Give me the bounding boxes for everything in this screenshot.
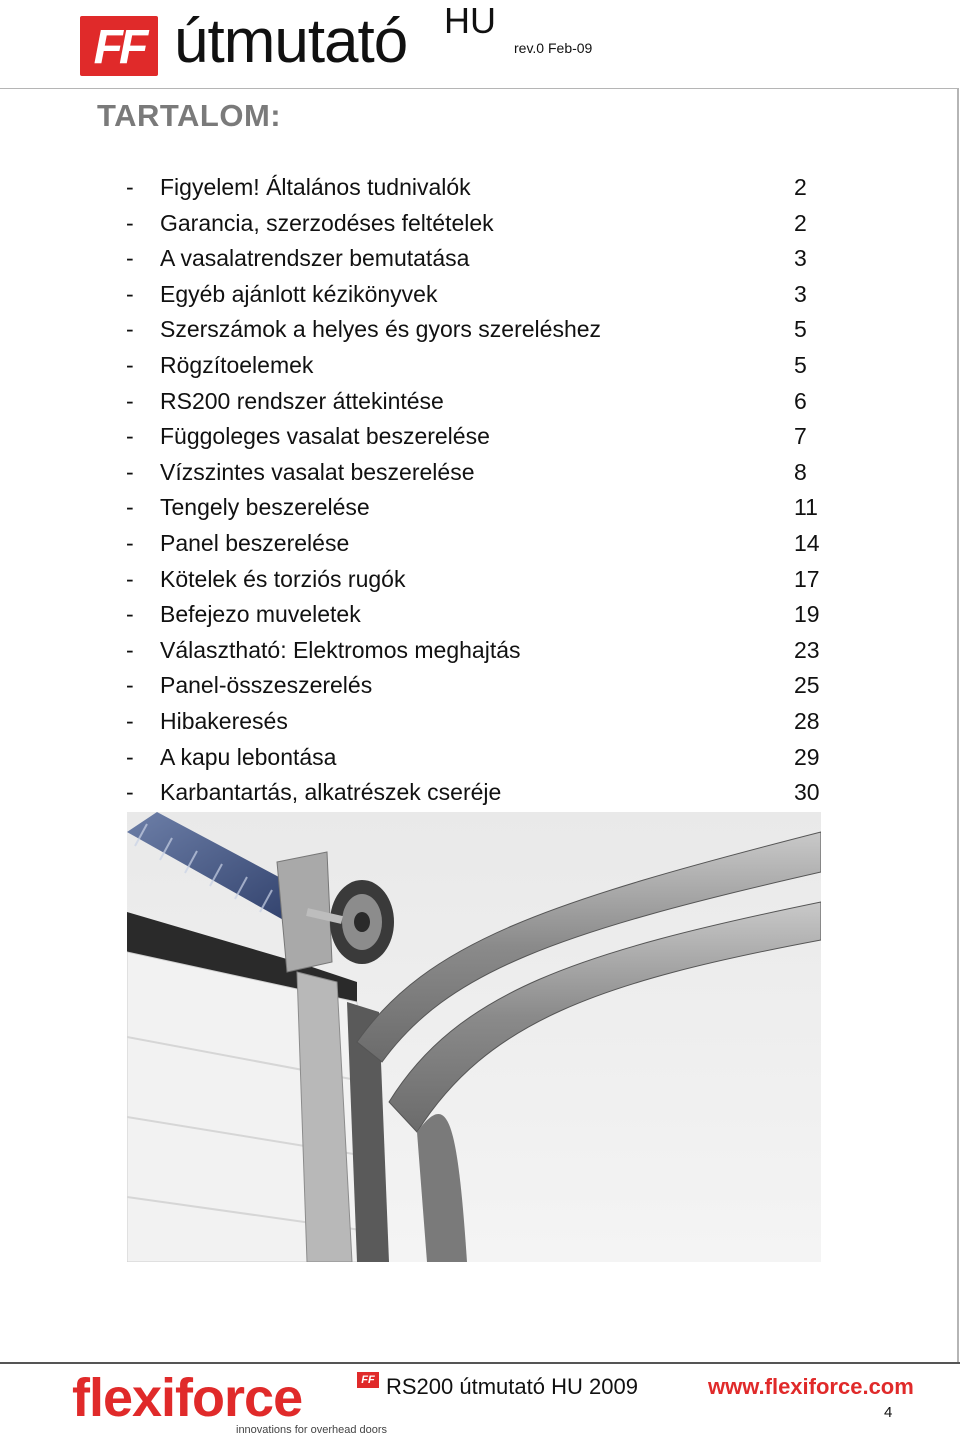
toc-bullet: - [126, 707, 134, 734]
toc-page-number: 25 [794, 672, 820, 699]
toc-entry[interactable] [126, 704, 826, 740]
toc-page-number: 11 [794, 494, 818, 521]
toc-entry[interactable] [126, 597, 826, 633]
toc-entry[interactable] [126, 633, 826, 669]
toc-label: Szerszámok a helyes és gyors szereléshez [160, 316, 602, 343]
toc-page-number: 14 [794, 529, 820, 556]
toc-entry[interactable] [126, 170, 826, 206]
document-language: HU [444, 0, 496, 41]
toc-entry[interactable] [126, 419, 826, 455]
toc-bullet: - [126, 601, 134, 628]
toc-page-number: 23 [794, 636, 820, 663]
toc-entry[interactable] [126, 384, 826, 420]
toc-page-number: 17 [794, 565, 820, 592]
toc-page-number: 7 [794, 423, 807, 450]
table-of-contents [126, 170, 826, 811]
toc-bullet: - [126, 672, 134, 699]
toc-label: Panel-összeszerelés [160, 672, 373, 699]
flexiforce-logo [72, 1368, 388, 1436]
toc-label: Függoleges vasalat beszerelése [160, 423, 490, 450]
toc-entry[interactable] [126, 775, 826, 811]
toc-page-number: 30 [794, 779, 820, 806]
ff-logo [80, 16, 158, 76]
ff-logo-text: FF [93, 21, 145, 74]
footer-divider [0, 1362, 960, 1364]
page-frame-top-divider [0, 88, 958, 89]
toc-entry[interactable] [126, 455, 826, 491]
toc-page-number: 5 [794, 351, 807, 378]
toc-bullet: - [126, 351, 134, 378]
toc-page-number: 2 [794, 174, 807, 200]
toc-bullet: - [126, 174, 134, 200]
toc-label: A kapu lebontása [160, 743, 337, 770]
toc-label: Figyelem! Általános tudnivalók [160, 174, 471, 200]
toc-entry[interactable] [126, 312, 826, 348]
toc-bullet: - [126, 316, 134, 343]
flexiforce-tagline: innovations for overhead doors [236, 1424, 388, 1436]
toc-bullet: - [126, 565, 134, 592]
toc-label: Kötelek és torziós rugók [160, 565, 406, 592]
document-revision: rev.0 Feb-09 [514, 40, 593, 56]
document-title: útmutató [174, 7, 408, 76]
toc-page-number: 28 [794, 707, 820, 734]
toc-bullet: - [126, 779, 134, 806]
toc-bullet: - [126, 494, 134, 521]
hardware-illustration [127, 812, 821, 1262]
garage-door-hardware-photo [127, 812, 821, 1262]
toc-bullet: - [126, 245, 134, 272]
page-number: 4 [884, 1404, 893, 1421]
footer-document-title: RS200 útmutató HU 2009 [386, 1374, 638, 1399]
toc-page-number: 8 [794, 458, 807, 485]
toc-entry[interactable] [126, 277, 826, 313]
toc-bullet: - [126, 529, 134, 556]
toc-page-number: 3 [794, 280, 807, 307]
toc-label: Tengely beszerelése [160, 494, 370, 521]
toc-label: Vízszintes vasalat beszerelése [160, 458, 475, 485]
toc-entry[interactable] [126, 740, 826, 776]
section-title: TARTALOM: [97, 98, 282, 133]
toc-page-number: 29 [794, 743, 820, 770]
toc-entry[interactable] [126, 562, 826, 598]
toc-label: Választható: Elektromos meghajtás [160, 636, 521, 663]
flexiforce-badge: FF [357, 1372, 379, 1388]
toc-entry[interactable] [126, 668, 826, 704]
toc-bullet: - [126, 387, 134, 414]
toc-label: Hibakeresés [160, 707, 288, 734]
toc-page-number: 3 [794, 245, 807, 272]
toc-label: Egyéb ajánlott kézikönyvek [160, 280, 438, 307]
toc-page-number: 19 [794, 601, 820, 628]
flexiforce-wordmark: flexiforce [72, 1368, 303, 1428]
footer-website-link[interactable]: www.flexiforce.com [708, 1374, 914, 1399]
toc-entry[interactable] [126, 526, 826, 562]
toc-bullet: - [126, 423, 134, 450]
toc-bullet: - [126, 458, 134, 485]
toc-page-number: 2 [794, 209, 807, 236]
toc-bullet: - [126, 280, 134, 307]
toc-label: A vasalatrendszer bemutatása [160, 245, 470, 272]
page-frame-right-divider [957, 88, 959, 1363]
toc-page-number: 5 [794, 316, 807, 343]
toc-page-number: 6 [794, 387, 807, 414]
toc-label: Garancia, szerzodéses feltételek [160, 209, 494, 236]
toc-bullet: - [126, 636, 134, 663]
toc-entry[interactable] [126, 490, 826, 526]
toc-label: Karbantartás, alkatrészek cseréje [160, 779, 502, 806]
toc-label: Rögzítoelemek [160, 351, 314, 378]
toc-bullet: - [126, 209, 134, 236]
toc-bullet: - [126, 743, 134, 770]
toc-entry[interactable] [126, 206, 826, 242]
toc-label: Panel beszerelése [160, 529, 350, 556]
toc-label: Befejezo muveletek [160, 601, 361, 628]
toc-entry[interactable] [126, 241, 826, 277]
toc-entry[interactable] [126, 348, 826, 384]
toc-label: RS200 rendszer áttekintése [160, 387, 444, 414]
